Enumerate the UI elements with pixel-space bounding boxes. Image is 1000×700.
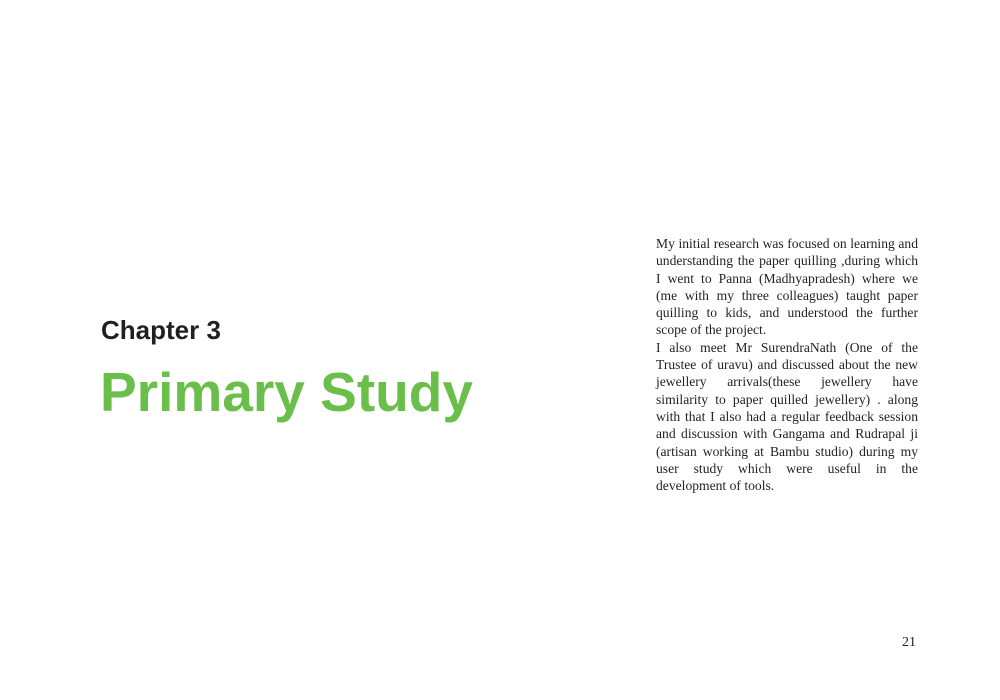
page-number: 21 [902, 635, 916, 650]
body-text-block [656, 235, 918, 494]
chapter-title: Primary Study [100, 361, 473, 423]
body-paragraph: I also meet Mr SurendraNath (One of the Trustee of uravu) and discussed about the new jewellery arrivals(these jewellery have similarity to paper quilled jewellery) . along with that I also had a regular feedback session and discussion with Gangama and Rudrapal ji (artisan working at Bambu studio) during my user study which were useful in the development of tools. [656, 339, 918, 494]
body-paragraph: My initial research was focused on learning and understanding the paper quilling ,during which I went to Panna (Madhyapradesh) where we (me with my three colleagues) taught paper quilling to kids, and understood the further scope of the project. [656, 236, 918, 338]
chapter-label: Chapter 3 [101, 315, 221, 345]
